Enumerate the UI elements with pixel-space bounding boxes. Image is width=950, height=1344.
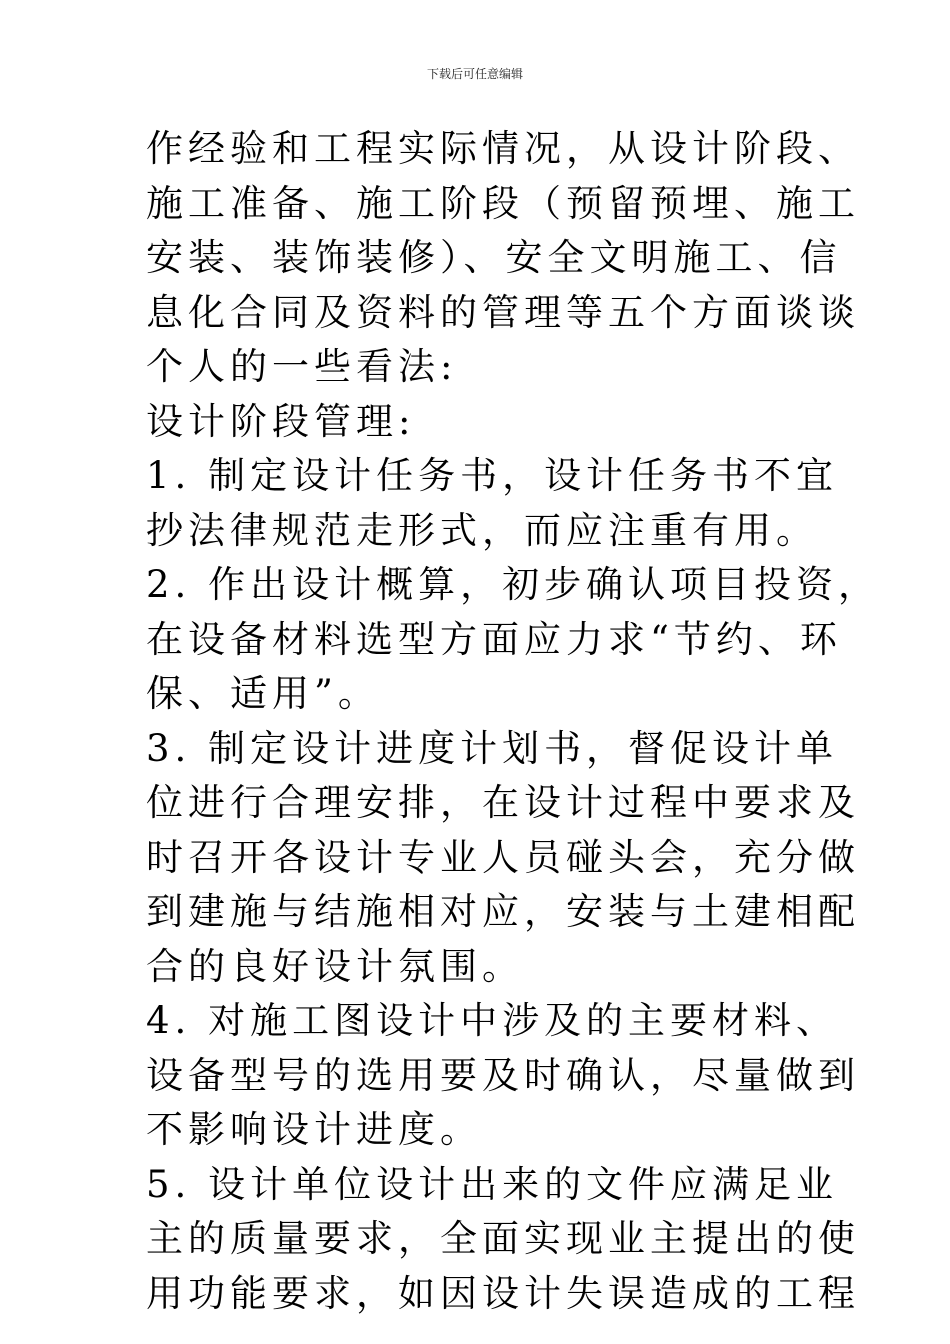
list-item-2-line: 保、适用”。 [146,672,380,715]
list-item-2-line: 2. 作出设计概算，初步确认项目投资， [146,563,881,606]
list-item-1-line: 1. 制定设计任务书，设计任务书不宜 [146,454,839,497]
text-line: 施工准备、施工阶段（预留预埋、施工 [146,181,860,225]
text-line: 个人的一些看法: [146,345,458,388]
list-item-1-line: 抄法律规范走形式，而应注重有用。 [146,508,818,552]
list-item-5-line: 5. 设计单位设计出来的文件应满足业 [146,1162,839,1206]
list-item-5-line: 用功能要求，如因设计失误造成的工程 [146,1271,860,1315]
list-item-3-line: 合的良好设计氛围。 [146,944,524,988]
section-heading: 设计阶段管理: [146,399,416,443]
list-item-3-line: 时召开各设计专业人员碰头会，充分做 [146,835,860,879]
document-body [146,122,881,1321]
text-line: 安装、装饰装修）、安全文明施工、信 [146,236,842,279]
text-line: 息化合同及资料的管理等五个方面谈谈 [146,290,860,334]
list-item-3-line: 位进行合理安排，在设计过程中要求及 [146,781,860,824]
list-item-4-line: 设备型号的选用要及时确认，尽量做到 [146,1053,860,1097]
list-item-4-line: 4. 对施工图设计中涉及的主要材料、 [146,999,839,1042]
list-item-4-line: 不影响设计进度。 [146,1108,482,1151]
text-line: 作经验和工程实际情况，从设计阶段、 [146,127,860,170]
list-item-3-line: 到建施与结施相对应，安装与土建相配 [146,890,860,933]
page-header: 下载后可任意编辑 [426,67,523,81]
list-item-2-line: 在设备材料选型方面应力求“节约、环 [146,617,842,661]
list-item-3-line: 3. 制定设计进度计划书，督促设计单 [146,726,839,770]
list-item-5-line: 主的质量要求，全面实现业主提出的使 [146,1217,860,1260]
